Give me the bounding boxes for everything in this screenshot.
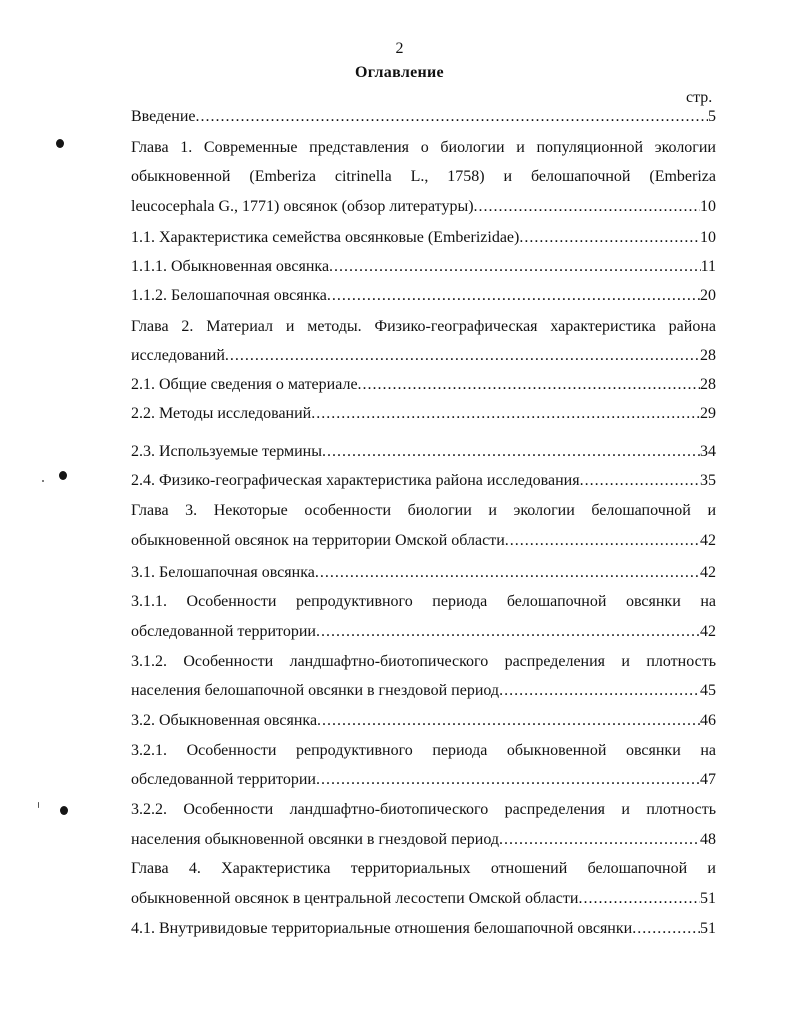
toc-entry-text: Глава 1. Современные представления о биологии и популяционной экологии	[131, 139, 716, 156]
toc-entry-last-line	[131, 442, 716, 462]
toc-page-number: 28	[700, 376, 716, 393]
toc-entry-last-line	[131, 257, 716, 277]
leader-dots	[196, 107, 709, 127]
margin-hole-mark	[60, 806, 68, 815]
toc-entry-last-line	[131, 471, 716, 491]
toc-entry-text: 4.1. Внутривидовые территориальные отношения белошапочной овсянки	[131, 920, 633, 937]
toc-page-number: 20	[700, 287, 716, 304]
leader-dots	[499, 681, 700, 701]
leader-dots	[322, 442, 700, 462]
toc-entry-last-line	[131, 889, 716, 909]
toc-entry-text: Введение	[131, 108, 196, 125]
toc-entry-text: населения белошапочной овсянки в гнездовой период	[131, 682, 500, 699]
toc-entry-text: 3.2.1. Особенности репродуктивного периода обыкновенной овсянки на	[131, 742, 716, 759]
toc-entry-last-line	[131, 622, 716, 642]
leader-dots	[632, 919, 700, 939]
toc-entry-text: 2.4. Физико-географическая характеристика района исследования	[131, 472, 580, 489]
leader-dots	[578, 889, 700, 909]
leader-dots	[315, 563, 700, 583]
toc-page-number: 47	[700, 771, 716, 788]
toc-entry-last-line	[131, 286, 716, 306]
toc-entry-text: 1.1.1. Обыкновенная овсянка	[131, 258, 330, 275]
toc-entry-text: обыкновенной овсянок на территории Омской области	[131, 532, 505, 549]
toc-page-number: 42	[700, 623, 716, 640]
toc-entry-text: обследованной территории	[131, 771, 316, 788]
toc-entry-last-line	[131, 375, 716, 395]
leader-dots	[474, 197, 700, 217]
toc-entry-text: 3.1.2. Особенности ландшафтно-биотопического распределения и плотность	[131, 653, 716, 670]
toc-entry-text: Глава 4. Характеристика территориальных отношений белошапочной и	[131, 860, 716, 877]
toc-entry-last-line	[131, 228, 716, 248]
toc-page-number: 42	[700, 532, 716, 549]
leader-dots	[311, 404, 700, 424]
toc-entry-text: обыкновенной овсянок в центральной лесостепи Омской области	[131, 890, 579, 907]
toc-entry-last-line	[131, 531, 716, 551]
toc-entry-last-line	[131, 919, 716, 939]
toc-page-number: 10	[700, 198, 716, 215]
toc-entry-last-line	[131, 711, 716, 731]
toc-entry-text: 3.1. Белошапочная овсянка	[131, 564, 315, 581]
toc-entry-text: обследованной территории	[131, 623, 316, 640]
toc-page-number: 45	[700, 682, 716, 699]
page-number: 2	[395, 40, 404, 57]
toc-entry-last-line	[131, 830, 716, 850]
toc-page-number: 28	[700, 347, 716, 364]
toc-entry-text: обыкновенной (Emberiza citrinella L., 1758) и белошапочной (Emberiza	[131, 168, 716, 185]
toc-entry-text: исследований	[131, 347, 225, 364]
toc-entry-text: 2.2. Методы исследований	[131, 405, 312, 422]
toc-page-number: 51	[700, 890, 716, 907]
toc-entry-text: 1.1.2. Белошапочная овсянка	[131, 287, 327, 304]
toc-entry-last-line	[131, 404, 716, 424]
toc-page-number: 51	[700, 920, 716, 937]
leader-dots	[505, 531, 700, 551]
scan-speck	[38, 802, 39, 808]
leader-dots	[519, 228, 700, 248]
toc-entry-text: leucocephala G., 1771) овсянок (обзор литературы)	[131, 198, 474, 215]
leader-dots	[327, 286, 700, 306]
margin-hole-mark	[59, 471, 67, 480]
toc-page-number: 46	[700, 712, 716, 729]
toc-entry-last-line	[131, 681, 716, 701]
toc-entry-text: 1.1. Характеристика семейства овсянковые (Emberizidae)	[131, 229, 520, 246]
toc-entry-text: 2.1. Общие сведения о материале	[131, 376, 358, 393]
toc-entry-text: 3.2. Обыкновенная овсянка	[131, 712, 318, 729]
toc-entry-text: Глава 3. Некоторые особенности биологии и экологии белошапочной и	[131, 502, 716, 519]
leader-dots	[316, 622, 700, 642]
toc-entry-last-line	[131, 563, 716, 583]
toc-entry-last-line	[131, 346, 716, 366]
toc-page-number: 5	[708, 108, 716, 125]
toc-entry-last-line	[131, 107, 716, 127]
toc-page-number: 11	[700, 258, 716, 275]
toc-page-number: 35	[700, 472, 716, 489]
leader-dots	[580, 471, 700, 491]
leader-dots	[358, 375, 700, 395]
toc-page-number: 42	[700, 564, 716, 581]
leader-dots	[317, 711, 700, 731]
page-column-label: стр.	[686, 89, 713, 106]
toc-entry-text: населения обыкновенной овсянки в гнездовой период	[131, 831, 499, 848]
toc-page-number: 29	[700, 405, 716, 422]
page-title: Оглавление	[355, 64, 444, 81]
toc-entry-last-line	[131, 770, 716, 790]
toc-entry-text: 3.2.2. Особенности ландшафтно-биотопического распределения и плотность	[131, 801, 716, 818]
leader-dots	[316, 770, 700, 790]
toc-page-number: 48	[700, 831, 716, 848]
leader-dots	[225, 346, 700, 366]
leader-dots	[329, 257, 701, 277]
toc-page-number: 34	[700, 443, 716, 460]
toc-entry-last-line	[131, 197, 716, 217]
leader-dots	[499, 830, 700, 850]
toc-entry-text: 2.3. Используемые термины	[131, 443, 322, 460]
toc-page-number: 10	[700, 229, 716, 246]
toc-entry-text: 3.1.1. Особенности репродуктивного периода белошапочной овсянки на	[131, 593, 716, 610]
margin-hole-mark	[56, 139, 64, 148]
toc-entry-text: Глава 2. Материал и методы. Физико-географическая характеристика района	[131, 318, 716, 335]
scan-speck	[42, 480, 44, 482]
